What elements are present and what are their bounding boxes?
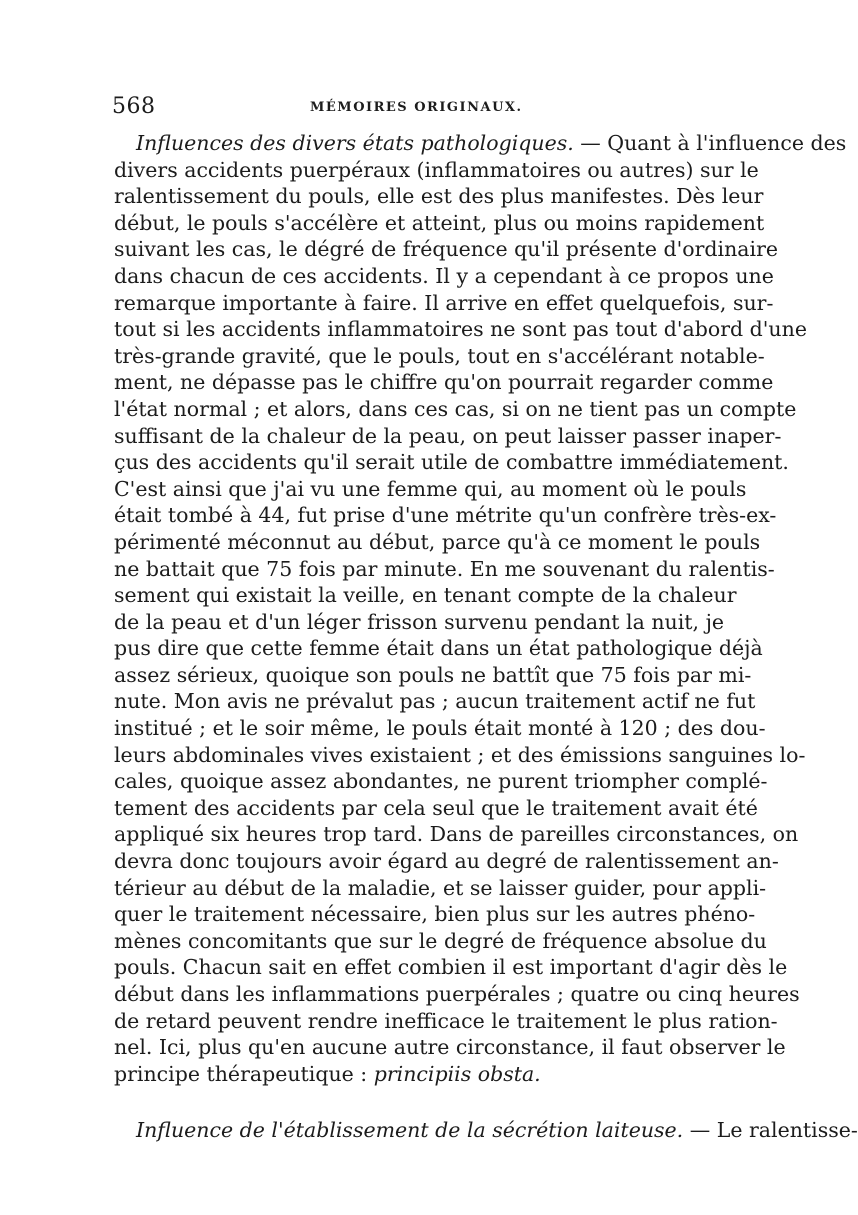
text-line: — Le ralentisse- [683,1118,858,1143]
text-line: sement qui existait la veille, en tenant compte de la chaleur [114,583,737,608]
page-number: 568 [112,94,156,119]
text-line: remarque importante à faire. Il arrive en effet quelquefois, sur- [114,290,774,315]
text-line: pus dire que cette femme était dans un état pathologique déjà [114,636,763,661]
text-line: principe thérapeutique : [114,1061,374,1086]
paragraph-pathological-states [114,130,847,1061]
text-line: térieur au début de la maladie, et se laisser guider, pour appli- [114,875,767,900]
paragraph-first-line [114,130,847,157]
text-line: C'est ainsi que j'ai vu une femme qui, au moment où le pouls [114,476,747,501]
text-line: de la peau et d'un léger frisson survenu pendant la nuit, je [114,609,725,634]
section-heading-italic: Influences des divers états pathologiques. [136,131,574,155]
text-line: appliqué six heures trop tard. Dans de pareilles circonstances, on [114,822,799,847]
text-line: devra donc toujours avoir égard au degré de ralentissement an- [114,849,779,874]
text-line: çus des accidents qu'il serait utile de combattre immédiatement. [114,450,789,475]
text-line: suffisant de la chaleur de la peau, on peut laisser passer inaper- [114,423,782,448]
text-line: tement des accidents par cela seul que le traitement avait été [114,795,758,820]
text-line: l'état normal ; et alors, dans ces cas, si on ne tient pas un compte [114,396,797,421]
text-line: mènes concomitants que sur le degré de fréquence absolue du [114,928,767,953]
text-line: dans chacun de ces accidents. Il y a cependant à ce propos une [114,263,774,288]
paragraph-last-line [114,1061,686,1088]
text-line: nute. Mon avis ne prévalut pas ; aucun traitement actif ne fut [114,689,756,714]
running-head: MÉMOIRES ORIGINAUX. [310,100,523,115]
text-line: début, le pouls s'accélère et atteint, plus ou moins rapidement [114,210,765,235]
text-line: ralentissement du pouls, elle est des plus manifestes. Dès leur [114,184,764,209]
text-line: de retard peuvent rendre inefficace le traitement le plus ration- [114,1008,778,1033]
text-line: institué ; et le soir même, le pouls était monté à 120 ; des dou- [114,716,766,741]
body-text [114,130,858,1144]
text-line: cales, quoique assez abondantes, ne purent triompher complé- [114,769,768,794]
page-header [112,94,692,124]
text-line: — Quant à l'influence des [573,131,847,155]
latin-maxim: principiis obsta. [373,1061,541,1086]
paragraph-spacer [114,1087,686,1117]
text-line: ment, ne dépasse pas le chiffre qu'on pourrait regarder comme [114,370,774,395]
text-line: périmenté méconnut au début, parce qu'à ce moment le pouls [114,529,761,554]
text-line: quer le traitement nécessaire, bien plus sur les autres phéno- [114,902,756,927]
text-line: pouls. Chacun sait en effet combien il est important d'agir dès le [114,955,788,980]
text-line: début dans les inflammations puerpérales ; quatre ou cinq heures [114,982,800,1006]
text-line: divers accidents puerpéraux (inflammatoires ou autres) sur le [114,157,759,182]
text-line: suivant les cas, le dégré de fréquence qu'il présente d'ordinaire [114,237,779,262]
text-line: tout si les accidents inflammatoires ne sont pas tout d'abord d'une [114,317,807,342]
text-line: était tombé à 44, fut prise d'une métrite qu'un confrère très-ex- [114,503,777,528]
text-line: très-grande gravité, que le pouls, tout en s'accélérant notable- [114,343,765,368]
text-line: assez sérieux, quoique son pouls ne battît que 75 fois par mi- [114,662,752,687]
text-line: ne battait que 75 fois par minute. En me souvenant du ralentis- [114,556,775,581]
text-line: leurs abdominales vives existaient ; et des émissions sanguines lo- [114,742,806,767]
text-line: nel. Ici, plus qu'en aucune autre circonstance, il faut observer le [114,1035,786,1060]
section-heading-italic: Influence de l'établissement de la sécrétion laiteuse. [136,1118,684,1143]
paragraph-milk-secretion [114,1117,858,1144]
